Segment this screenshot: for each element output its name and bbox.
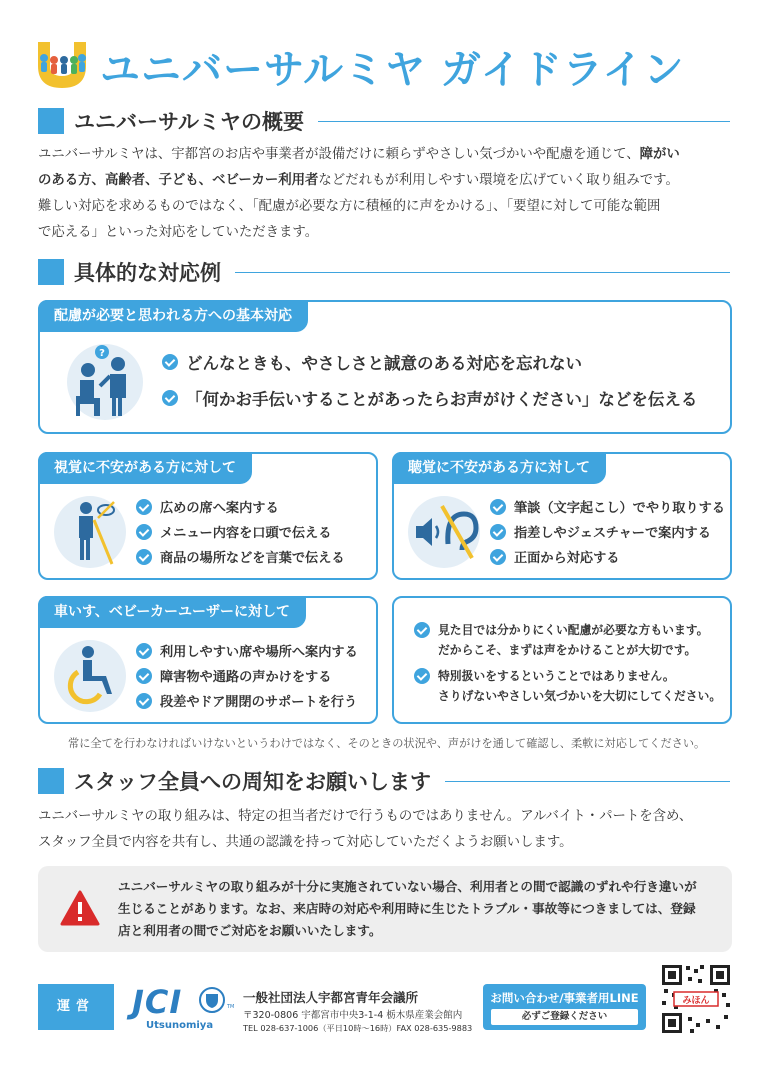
list-item: 広めの席へ案内する: [136, 494, 345, 519]
hearing-impaired-ear-icon: [406, 494, 482, 570]
list-item: どんなときも、やさしさと誠意のある対応を忘れない: [162, 344, 697, 380]
examples-caption: 常に全てを行わなければいけないというわけではなく、そのときの状況や、声がけを通して確認し、柔軟に対応してください。: [68, 737, 706, 750]
list-item: 利用しやすい席や場所へ案内する: [136, 638, 358, 663]
check-icon: [490, 524, 506, 540]
note-card: [392, 596, 732, 724]
check-icon: [490, 499, 506, 515]
check-icon: [136, 643, 152, 659]
warning-icon: [60, 890, 100, 926]
list-item: 指差しやジェスチャーで案内する: [490, 519, 725, 544]
check-icon: [136, 693, 152, 709]
staff-paragraph: ユニバーサルミヤの取り組みは、特定の担当者だけで行うものではありません。アルバイト・パートを含め、 スタッフ全員で内容を共有し、共通の認識を持って対応していただくようお願いします。: [38, 809, 693, 850]
line-contact-title: お問い合わせ/事業者用LINE: [490, 991, 639, 1005]
hearing-support-card: [392, 452, 732, 580]
visual-support-card: [38, 452, 378, 580]
list-item: 「何かお手伝いすることがあったらお声がけください」などを伝える: [162, 380, 697, 416]
overview-paragraph: ユニバーサルミヤは、宇都宮のお店や事業者が設備だけに頼らずやさしい気づかいや配慮を通じて、障がい のある方、高齢者、子ども、ベビーカー利用者などだれもが利用しやすい環境を広げていく取り組みです。 難しい対応を求めるものではなく、「配慮が必要な方に積極的に声をかける」、「要望に対して可能な範囲 で応える」といった対応をしていただきます。: [38, 147, 680, 240]
check-icon: [136, 499, 152, 515]
visual-support-list: [136, 494, 345, 569]
hearing-support-list: [490, 494, 725, 569]
operator-label: 運営: [38, 984, 114, 1030]
organization-name: 一般社団法人宇都宮青年会議所: [243, 990, 419, 1005]
card-tab-hearing: 聴覚に不安がある方に対して: [392, 452, 606, 484]
section-heading-overview: ユニバーサルミヤの概要: [38, 106, 730, 136]
note-item: 見た目では分かりにくい配慮が必要な方もいます。 だからこそ、まずは声をかけることが大切です。: [414, 620, 721, 660]
jci-emblem-icon: [198, 984, 226, 1016]
card-tab-visual: 視覚に不安がある方に対して: [38, 452, 252, 484]
jci-logo-text: JCI: [132, 983, 183, 1021]
wheelchair-icon: [52, 638, 128, 714]
check-icon: [490, 549, 506, 565]
heading-square-icon: [38, 768, 64, 794]
check-icon: [136, 549, 152, 565]
list-item: 障害物や通路の声かけをする: [136, 663, 358, 688]
check-icon: [162, 354, 178, 370]
visually-impaired-person-icon: [52, 494, 128, 570]
list-item: メニュー内容を口頭で伝える: [136, 519, 345, 544]
check-icon: [136, 668, 152, 684]
basic-support-list: [162, 344, 697, 416]
warning-text: ユニバーサルミヤの取り組みが十分に実施されていない場合、利用者との間で認識のずれや行き違いが 生じることがあります。なお、来店時の対応や利用時に生じたトラブル・事故等につきましては、登録 店と利用者の間でご対応をお願いいたします。: [118, 879, 697, 938]
line-contact-box[interactable]: [483, 984, 646, 1030]
heading-square-icon: [38, 108, 64, 134]
list-item: 正面から対応する: [490, 544, 725, 569]
check-icon: [136, 524, 152, 540]
list-item: 筆談（文字起こし）でやり取りする: [490, 494, 725, 519]
list-item: 商品の場所などを言葉で伝える: [136, 544, 345, 569]
check-icon: [162, 390, 178, 406]
heading-square-icon: [38, 259, 64, 285]
wheelchair-support-list: [136, 638, 358, 713]
sample-label: みほん: [682, 996, 710, 1006]
qr-code-icon[interactable]: [660, 963, 732, 1035]
check-icon: [414, 622, 430, 638]
page-title: ユニバーサルミヤ ガイドライン: [100, 47, 685, 93]
wheelchair-support-card: [38, 596, 378, 724]
organization-address: 〒320-0806 宇都宮市中央3-1-4 栃木県産業会館内: [243, 1010, 463, 1021]
section-heading-staff: スタッフ全員への周知をお願いします: [38, 766, 730, 796]
check-icon: [414, 668, 430, 684]
universal-miya-logo: [34, 36, 90, 90]
jci-logo-subtext: Utsunomiya: [146, 1020, 214, 1031]
note-list: [414, 620, 721, 706]
consultation-icon: [60, 342, 150, 422]
basic-support-card: [38, 300, 732, 434]
card-tab-wheelchair: 車いす、ベビーカーユーザーに対して: [38, 596, 306, 628]
trademark-mark: TM: [227, 1004, 235, 1010]
note-item: 特別扱いをするということではありません。 さりげないやさしい気づかいを大切にしてください。: [414, 666, 721, 706]
card-tab-basic: 配慮が必要と思われる方への基本対応: [38, 300, 308, 332]
svg-text:?: ?: [99, 348, 105, 359]
list-item: 段差やドア開閉のサポートを行う: [136, 688, 358, 713]
line-contact-subtitle: 必ずご登録ください: [491, 1009, 638, 1025]
section-heading-examples: 具体的な対応例: [38, 257, 730, 287]
organization-phone: TEL 028-637-1006（平日10時〜16時）FAX 028-635-9883: [243, 1023, 473, 1033]
warning-box: [38, 866, 732, 952]
